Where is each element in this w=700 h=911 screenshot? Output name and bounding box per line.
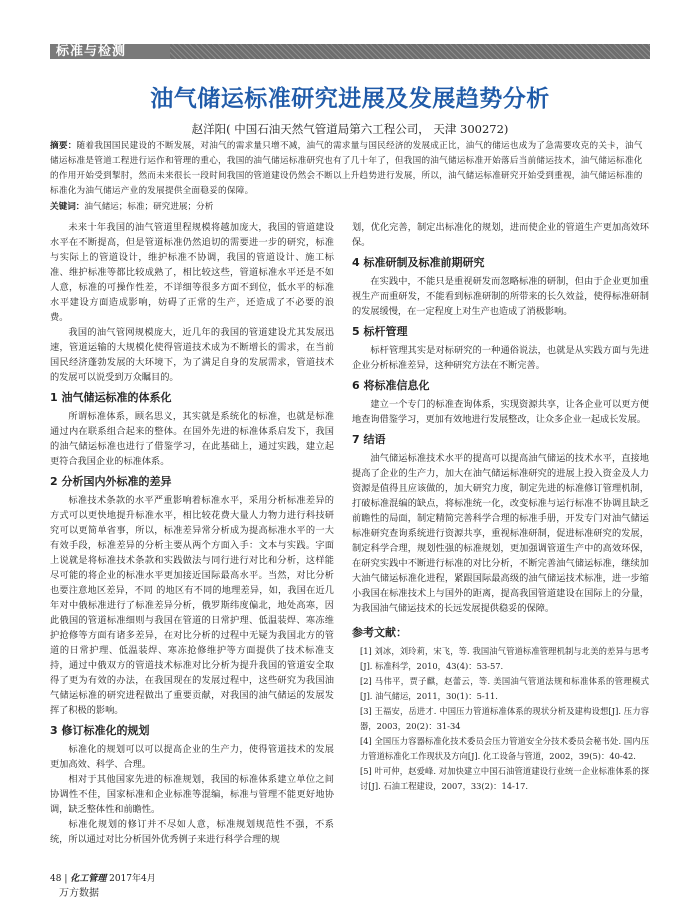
section-heading: 4 标准研制及标准前期研究 — [352, 256, 485, 269]
journal-logo: 化工管理 — [70, 874, 107, 884]
paragraph: 油气储运标准技术水平的提高可以提高油气储运的技术水平，直接地提高了企业的生产力，加大在油气储运标准研究的进展上投入资金及人力资源是值得且应该做的，加大研究力度，制定先进的标准修订管理机制，打破标准混编的缺点，将标准统一化，改变标准与运行标准不协调且缺乏前瞻性的局面，制定精简完善科学合理的标准手册，开发专门对油气储运标准研究查询系统进行资源共享，重视标准研制，促进标准研究的发展，制定科学合理，规划性强的标准规划，更加强调管道生产中的高效环保，在研究实践中不断进行标准的对比分析，不断完善油气储运标准，继续加大油气储运标准化进程，紧跟国际最高级的油气储运技术标准，进一步缩小我国在标准技术上与国外的距离，提高我国管道建设在国际上的分量，为我国油气储运技术的长远发展提供稳妥的保障。 — [352, 453, 649, 614]
article-title: 油气储运标准研究进展及发展趋势分析 — [150, 86, 550, 112]
keywords-label: 关键词： — [50, 202, 85, 212]
paragraph: 我国的油气管网规模庞大，近几年的我国的管道建设尤其发展迅速，管道运输的大规模化使得管道技术成为不断增长的需求，在当前国民经济蓬勃发展的大环境下，为了满足自身的发展需求，管道技术的发展可以说受到万众瞩目的。 — [50, 327, 334, 383]
paragraph: 标准化的规划可以可以提高企业的生产力，使得管道技术的发展更加高效、科学、合理。 — [50, 744, 334, 770]
paragraph: 未来十年我国的油气管道里程规模将越加庞大，我国的管道建设水平在不断提高，但是管道标准仍然追切的需要进一步的研究，标准与实际上的管道设计，维护标准不协调，我国的管道设计、施工标准、维护标准等都比较成熟了，相比较这些，管道标准水平还是不如人意，标准的可操作性差，不详细等很多方面不到位，低水平的标准水平建设方面造成影响，妨碍了正常的生产，还造成了不必要的浪费。 — [50, 222, 334, 323]
paragraph: 标杆管理其实是对标研究的一种通俗说法，也就是从实践方面与先进企业分析标准差异，这种研究方法在不断完善。 — [352, 345, 649, 371]
issue-date: 2017年4月 — [109, 874, 156, 884]
section-heading: 2 分析国内外标准的差异 — [50, 475, 172, 488]
abstract-label: 摘要： — [50, 141, 77, 151]
section-heading: 6 将标准信息化 — [352, 379, 430, 392]
references-heading: 参考文献： — [352, 626, 407, 639]
right-column — [352, 220, 649, 794]
section-heading: 5 标杆管理 — [352, 325, 408, 338]
banner-hatch — [170, 44, 650, 59]
section-heading: 3 修订标准化的规划 — [50, 724, 150, 737]
keywords — [50, 200, 213, 212]
section-banner — [50, 44, 650, 59]
source-watermark: 万方数据 — [59, 888, 99, 899]
reference-item: [4] 全国压力容器标准化技术委员会压力管道安全分技术委员会秘书处. 国内压力管道标准化工作现状及方向[J]. 化工设备与管道，2002，39(5)：40-42. — [360, 736, 649, 761]
paragraph: 标准化规划的修订并不尽如人意，标准规划规范性不强，不系统，所以通过对比分析国外优秀例子来进行科学合理的规 — [50, 819, 334, 845]
abstract-text: 随着我国国民建设的不断发展，对油气的需求量只增不减，油气的需求量与国民经济的发展成正比，油气的储运也成为了急需要攻克的关卡，油气储运标准是管道工程进行运作和管理的重心，我国的油气储运标准研究也有了几十年了，但我国的油气储运标准开始落后当前储运技术，油气储运标准化的作用开始受到掣肘，然而未来很长一段时间我国的管道建设仍然会不断以上升趋势进行发展，所以，油气储运标准研究开始受到重视，油气储运标准的标准化为油气储运产业的发展提供全面稳妥的保障。 — [50, 141, 643, 196]
section-heading: 7 结语 — [352, 433, 386, 446]
paragraph: 相对于其他国家先进的标准规划，我国的标准体系建立单位之间协调性不佳，国家标准和企业标准等混编，标准与管理不能更好地协调，缺乏整体性和前瞻性。 — [50, 774, 334, 815]
footer-divider: | — [64, 874, 71, 884]
paragraph: 在实践中，不能只是重视研发而忽略标准的研制，但由于企业更加重视生产而重研发，不能看到标准研制的所带来的长久效益，使得标准研制的发展缓慢，在一定程度上对生产也造成了消极影响。 — [352, 276, 649, 317]
keywords-text: 油气储运；标准；研究进展；分析 — [84, 202, 214, 212]
left-column — [50, 220, 334, 847]
reference-item: [5] 叶可仲，赵爱峰. 对加快建立中国石油管道建设行业统一企业标准体系的探讨[J]. 石油工程建设，2007，33(2)：14-17. — [360, 766, 649, 791]
reference-item: [3] 王福安，岳进才. 中国压力管道标准体系的现状分析及建构设想[J]. 压力容器，2003，20(2)：31-34 — [360, 706, 649, 731]
abstract — [50, 139, 647, 199]
section-heading: 1 油气储运标准的体系化 — [50, 391, 172, 404]
banner-label: 标准与检测 — [56, 44, 127, 59]
page-footer — [50, 871, 156, 884]
paragraph: 划，优化完善，制定出标准化的规划，进而使企业的管道生产更加高效环保。 — [352, 222, 649, 248]
reference-item: [1] 刘冰，刘玲莉，宋飞，等. 我国油气管道标准管理机制与北美的差异与思考[J]. 标准科学，2010，43(4)：53-57. — [360, 646, 649, 671]
author-line: 赵洋阳( 中国石油天然气管道局第六工程公司， 天津 300272) — [191, 122, 509, 136]
reference-item: [2] 马伟平，贾子麒，赵蕾云，等. 美国油气管道法规和标准体系的管理模式[J]. 油气储运，2011，30(1)：5-11. — [360, 676, 649, 701]
paragraph: 所谓标准体系，顾名思义，其实就是系统化的标准，也就是标准通过内在联系组合起来的整体。在国外先进的标准体系启发下，我国的油气储运标准也进行了借鉴学习，在此基础上，通过实践，建立起更符合我国企业的标准体系。 — [50, 411, 334, 467]
paragraph: 标准技术条款的水平严重影响着标准水平，采用分析标准差异的方式可以更快地提升标准水平，相比较花费大量人力物力进行科技研究可以更简单省事，所以，标准差异常分析成为提高标准水平的一大有效手段，标准差异的分析主要从两个方面入手：文本与实践。字面上说就是将标准技术条款和实践做法与同行进行对比和分析，这样能尽可能的将企业的标准水平更加接近国际最高水平。当然，对比分析也要注意地区差异，不同 的地区有不同的地理差异，如，我国在近几年对中俄标准进行了标准差异分析，俄罗斯纬度偏北，地处高寒，因此俄国的管道标准细则与我国在管道的日常护理、低温装焊、寒冻维护抢修等方面有诸多差异，在对比分析的过程中无疑为我国北方的管道的日常护理、低温装焊、寒冻抢修维护等方面提供了技术标准支持，通过中俄双方的管道技术标准对比分析为提升我国的管道安全取得了更为有效的办法，在我国现在的发展过程中，这些研究为我国油气储运标准的研究进程做出了重要贡献，对我国的油气储运的发展发挥了积极的影响。 — [50, 495, 334, 716]
page-number: 48 — [50, 874, 62, 884]
paragraph: 建立一个专门的标准查询体系，实现资源共享，让各企业可以更方便地查询借鉴学习，更加有效地进行发展整改，让众多企业一起成长发展。 — [352, 399, 649, 425]
